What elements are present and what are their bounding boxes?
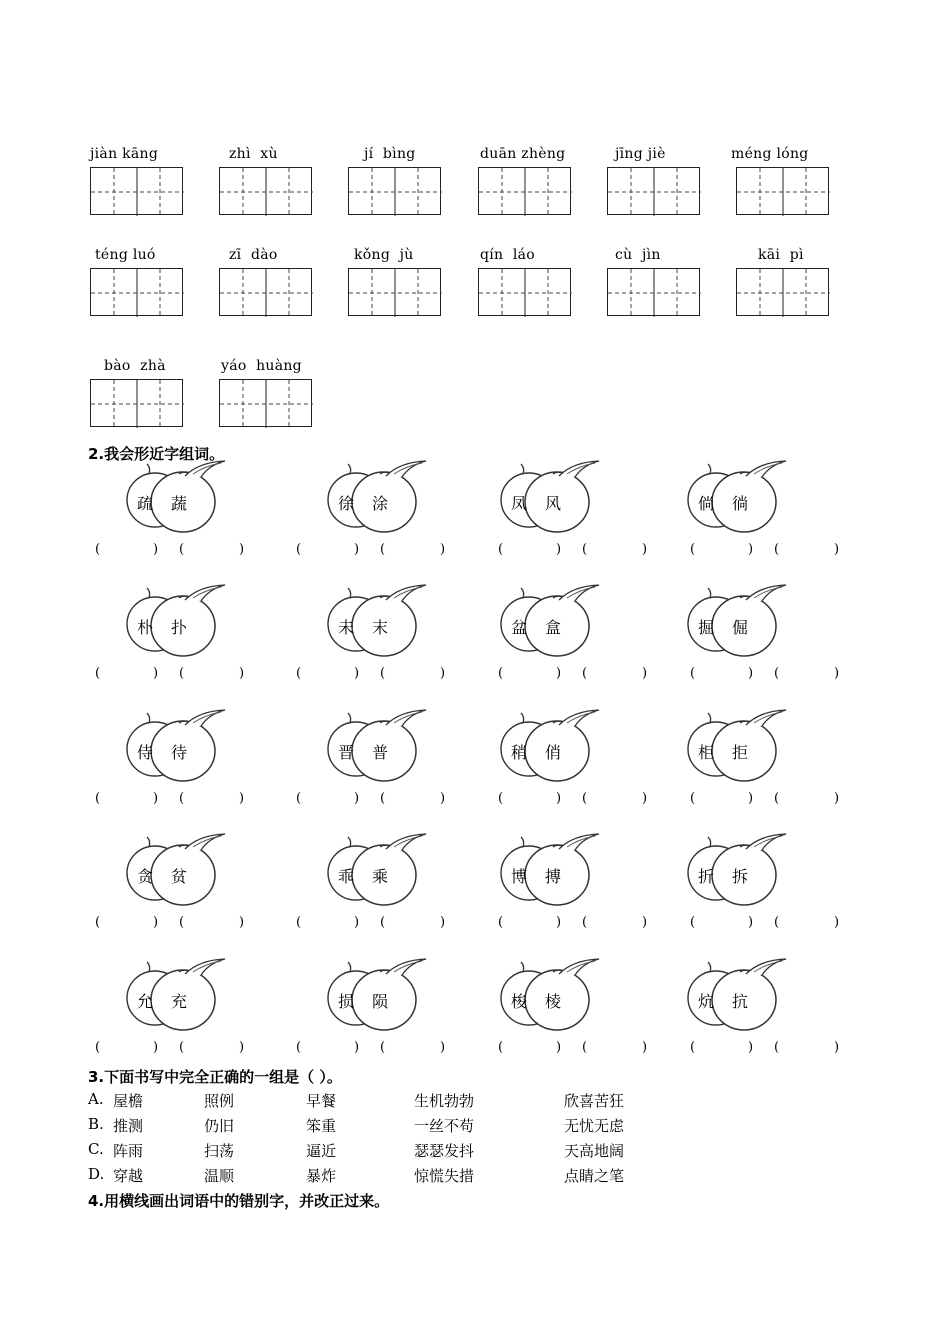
answer-paren-open: ( xyxy=(690,1040,696,1055)
character-left: 柜 xyxy=(698,743,715,762)
pinyin-label: bào zhà xyxy=(104,358,166,374)
answer-paren-open: ( xyxy=(296,1040,302,1055)
answer-paren-close: ) xyxy=(239,791,245,806)
answer-paren-close: ) xyxy=(153,791,159,806)
answer-paren-close: ) xyxy=(239,1040,245,1055)
character-right: 贫 xyxy=(171,867,188,886)
fruit-illustration xyxy=(497,709,607,784)
answer-paren-open: ( xyxy=(380,542,386,557)
pinyin-label: yáo huàng xyxy=(221,358,302,374)
fruit-illustration xyxy=(324,460,434,535)
option-word: 照例 xyxy=(204,1092,235,1110)
option-word: 扫荡 xyxy=(204,1142,235,1160)
option-word: 早餐 xyxy=(306,1092,337,1110)
answer-paren-close: ) xyxy=(556,1040,562,1055)
answer-paren-close: ) xyxy=(440,915,446,930)
character-right: 蔬 xyxy=(171,494,188,513)
answer-paren-open: ( xyxy=(690,915,696,930)
writing-grid[interactable] xyxy=(90,167,183,215)
pinyin-label: duān zhèng xyxy=(480,146,566,162)
writing-grid[interactable] xyxy=(219,167,312,215)
answer-paren-open: ( xyxy=(380,666,386,681)
answer-paren-close: ) xyxy=(556,542,562,557)
fruit-illustration xyxy=(684,584,794,659)
fruit-illustration xyxy=(324,958,434,1033)
character-right: 抗 xyxy=(732,992,749,1011)
option-word: 笨重 xyxy=(306,1117,337,1135)
answer-paren-open: ( xyxy=(498,542,504,557)
answer-paren-open: ( xyxy=(380,915,386,930)
fruit-illustration xyxy=(497,833,607,908)
character-left: 炕 xyxy=(698,992,715,1011)
answer-paren-open: ( xyxy=(498,791,504,806)
character-left: 稍 xyxy=(511,743,528,762)
option-word: 天高地阔 xyxy=(564,1142,625,1160)
option-word: 屋檐 xyxy=(113,1092,144,1110)
writing-grid[interactable] xyxy=(348,268,441,316)
character-right: 盒 xyxy=(545,618,562,637)
fruit-illustration xyxy=(123,958,233,1033)
fruit-illustration xyxy=(123,584,233,659)
option-word: 暴炸 xyxy=(306,1167,337,1185)
writing-grid[interactable] xyxy=(736,268,829,316)
writing-grid[interactable] xyxy=(90,268,183,316)
answer-paren-open: ( xyxy=(582,542,588,557)
answer-paren-open: ( xyxy=(179,666,185,681)
character-left: 徐 xyxy=(338,494,355,513)
option-word: 阵雨 xyxy=(113,1142,144,1160)
answer-paren-close: ) xyxy=(556,666,562,681)
character-right: 倔 xyxy=(732,618,749,637)
pinyin-label: zhì xù xyxy=(229,146,278,162)
option-word: 欣喜苦狂 xyxy=(564,1092,625,1110)
character-left: 侍 xyxy=(137,743,154,762)
fruit-illustration xyxy=(497,958,607,1033)
pinyin-label: méng lóng xyxy=(731,146,809,162)
answer-paren-open: ( xyxy=(179,1040,185,1055)
character-left: 允 xyxy=(137,992,154,1011)
pinyin-label: jīng jiè xyxy=(615,146,666,162)
character-left: 贪 xyxy=(137,867,154,886)
section-4-title: 4.用横线画出词语中的错别字，并改正过来。 xyxy=(88,1192,390,1210)
fruit-illustration xyxy=(123,460,233,535)
answer-paren-close: ) xyxy=(748,1040,754,1055)
option-label: C. xyxy=(88,1140,104,1158)
fruit-illustration xyxy=(684,833,794,908)
answer-paren-open: ( xyxy=(380,1040,386,1055)
writing-grid[interactable] xyxy=(348,167,441,215)
answer-paren-close: ) xyxy=(440,1040,446,1055)
answer-paren-open: ( xyxy=(296,666,302,681)
character-right: 风 xyxy=(545,494,562,513)
answer-paren-open: ( xyxy=(774,791,780,806)
option-word: 温顺 xyxy=(204,1167,235,1185)
character-right: 拆 xyxy=(732,867,749,886)
answer-paren-open: ( xyxy=(498,915,504,930)
character-right: 俏 xyxy=(545,743,562,762)
answer-paren-close: ) xyxy=(440,791,446,806)
option-word: 逼近 xyxy=(306,1142,337,1160)
answer-paren-close: ) xyxy=(153,542,159,557)
answer-paren-close: ) xyxy=(834,915,840,930)
option-word: 一丝不苟 xyxy=(414,1117,475,1135)
fruit-illustration xyxy=(497,460,607,535)
option-word: 点睛之笔 xyxy=(564,1167,625,1185)
answer-paren-open: ( xyxy=(774,1040,780,1055)
answer-paren-close: ) xyxy=(440,666,446,681)
pinyin-label: jiàn kāng xyxy=(90,146,159,162)
option-word: 瑟瑟发抖 xyxy=(414,1142,475,1160)
answer-paren-close: ) xyxy=(642,542,648,557)
character-left: 凤 xyxy=(511,494,528,513)
character-right: 涂 xyxy=(372,494,389,513)
character-left: 盆 xyxy=(511,618,528,637)
answer-paren-close: ) xyxy=(239,666,245,681)
answer-paren-open: ( xyxy=(690,791,696,806)
option-word: 穿越 xyxy=(113,1167,144,1185)
fruit-illustration xyxy=(684,460,794,535)
answer-paren-close: ) xyxy=(642,915,648,930)
answer-paren-open: ( xyxy=(95,791,101,806)
answer-paren-close: ) xyxy=(153,666,159,681)
option-word: 惊慌失措 xyxy=(414,1167,475,1185)
fruit-illustration xyxy=(684,709,794,784)
writing-grid[interactable] xyxy=(478,167,571,215)
answer-paren-open: ( xyxy=(179,915,185,930)
writing-grid[interactable] xyxy=(478,268,571,316)
answer-paren-open: ( xyxy=(380,791,386,806)
section-2-title: 2.我会形近字组词。 xyxy=(88,445,225,463)
answer-paren-open: ( xyxy=(296,542,302,557)
character-left: 乖 xyxy=(338,867,355,886)
answer-paren-close: ) xyxy=(834,542,840,557)
character-right: 徜 xyxy=(732,494,749,513)
answer-paren-close: ) xyxy=(834,791,840,806)
section-3-title: 3.下面书写中完全正确的一组是（ ）。 xyxy=(88,1068,342,1086)
answer-paren-close: ) xyxy=(239,915,245,930)
answer-paren-close: ) xyxy=(354,791,360,806)
answer-paren-close: ) xyxy=(354,1040,360,1055)
answer-paren-open: ( xyxy=(179,791,185,806)
answer-paren-close: ) xyxy=(354,542,360,557)
answer-paren-open: ( xyxy=(95,1040,101,1055)
answer-paren-close: ) xyxy=(556,915,562,930)
answer-paren-open: ( xyxy=(690,666,696,681)
answer-paren-close: ) xyxy=(748,542,754,557)
writing-grid[interactable] xyxy=(607,167,700,215)
character-right: 扑 xyxy=(171,618,188,637)
answer-paren-open: ( xyxy=(95,915,101,930)
answer-paren-open: ( xyxy=(690,542,696,557)
character-left: 倘 xyxy=(698,494,715,513)
writing-grid[interactable] xyxy=(219,379,312,427)
answer-paren-open: ( xyxy=(179,542,185,557)
option-label: D. xyxy=(88,1165,105,1183)
character-right: 乘 xyxy=(372,867,389,886)
answer-paren-close: ) xyxy=(354,915,360,930)
answer-paren-open: ( xyxy=(296,915,302,930)
answer-paren-open: ( xyxy=(582,666,588,681)
answer-paren-close: ) xyxy=(440,542,446,557)
character-left: 掘 xyxy=(698,618,715,637)
answer-paren-open: ( xyxy=(774,666,780,681)
character-left: 晋 xyxy=(338,743,355,762)
answer-paren-open: ( xyxy=(774,542,780,557)
writing-grid[interactable] xyxy=(90,379,183,427)
writing-grid[interactable] xyxy=(607,268,700,316)
character-right: 陨 xyxy=(372,992,389,1011)
writing-grid[interactable] xyxy=(219,268,312,316)
answer-paren-open: ( xyxy=(582,791,588,806)
answer-paren-close: ) xyxy=(153,1040,159,1055)
character-left: 损 xyxy=(338,992,355,1011)
answer-paren-open: ( xyxy=(774,915,780,930)
fruit-illustration xyxy=(324,584,434,659)
answer-paren-open: ( xyxy=(498,666,504,681)
answer-paren-close: ) xyxy=(642,666,648,681)
answer-paren-close: ) xyxy=(556,791,562,806)
character-left: 朴 xyxy=(137,618,154,637)
pinyin-label: jí bìng xyxy=(364,146,416,162)
fruit-illustration xyxy=(123,833,233,908)
answer-paren-close: ) xyxy=(354,666,360,681)
answer-paren-close: ) xyxy=(834,666,840,681)
pinyin-label: kāi pì xyxy=(758,247,804,263)
option-word: 推测 xyxy=(113,1117,144,1135)
character-right: 搏 xyxy=(545,867,562,886)
answer-paren-open: ( xyxy=(95,542,101,557)
character-right: 拒 xyxy=(732,743,749,762)
fruit-illustration xyxy=(684,958,794,1033)
character-left: 博 xyxy=(511,867,528,886)
answer-paren-close: ) xyxy=(748,666,754,681)
character-right: 棱 xyxy=(545,992,562,1011)
character-right: 末 xyxy=(372,618,389,637)
pinyin-label: téng luó xyxy=(95,247,156,263)
character-left: 疏 xyxy=(137,494,154,513)
option-word: 无忧无虑 xyxy=(564,1117,625,1135)
character-right: 待 xyxy=(171,743,188,762)
option-label: B. xyxy=(88,1115,104,1133)
fruit-illustration xyxy=(123,709,233,784)
answer-paren-open: ( xyxy=(582,1040,588,1055)
fruit-illustration xyxy=(324,709,434,784)
pinyin-label: cù jìn xyxy=(615,247,661,263)
character-left: 折 xyxy=(698,867,715,886)
fruit-illustration xyxy=(324,833,434,908)
pinyin-label: kǒng jù xyxy=(354,247,414,263)
character-left: 梭 xyxy=(511,992,528,1011)
answer-paren-close: ) xyxy=(834,1040,840,1055)
answer-paren-close: ) xyxy=(748,915,754,930)
answer-paren-close: ) xyxy=(642,1040,648,1055)
answer-paren-open: ( xyxy=(296,791,302,806)
character-left: 未 xyxy=(338,618,355,637)
answer-paren-close: ) xyxy=(239,542,245,557)
answer-paren-close: ) xyxy=(153,915,159,930)
character-right: 充 xyxy=(171,992,188,1011)
answer-paren-close: ) xyxy=(748,791,754,806)
pinyin-label: qín láo xyxy=(480,247,536,263)
character-right: 普 xyxy=(372,743,389,762)
option-word: 仍旧 xyxy=(204,1117,235,1135)
pinyin-label: zī dào xyxy=(229,247,278,263)
answer-paren-open: ( xyxy=(95,666,101,681)
answer-paren-close: ) xyxy=(642,791,648,806)
answer-paren-open: ( xyxy=(582,915,588,930)
option-word: 生机勃勃 xyxy=(414,1092,475,1110)
answer-paren-open: ( xyxy=(498,1040,504,1055)
writing-grid[interactable] xyxy=(736,167,829,215)
option-label: A. xyxy=(88,1090,104,1108)
fruit-illustration xyxy=(497,584,607,659)
